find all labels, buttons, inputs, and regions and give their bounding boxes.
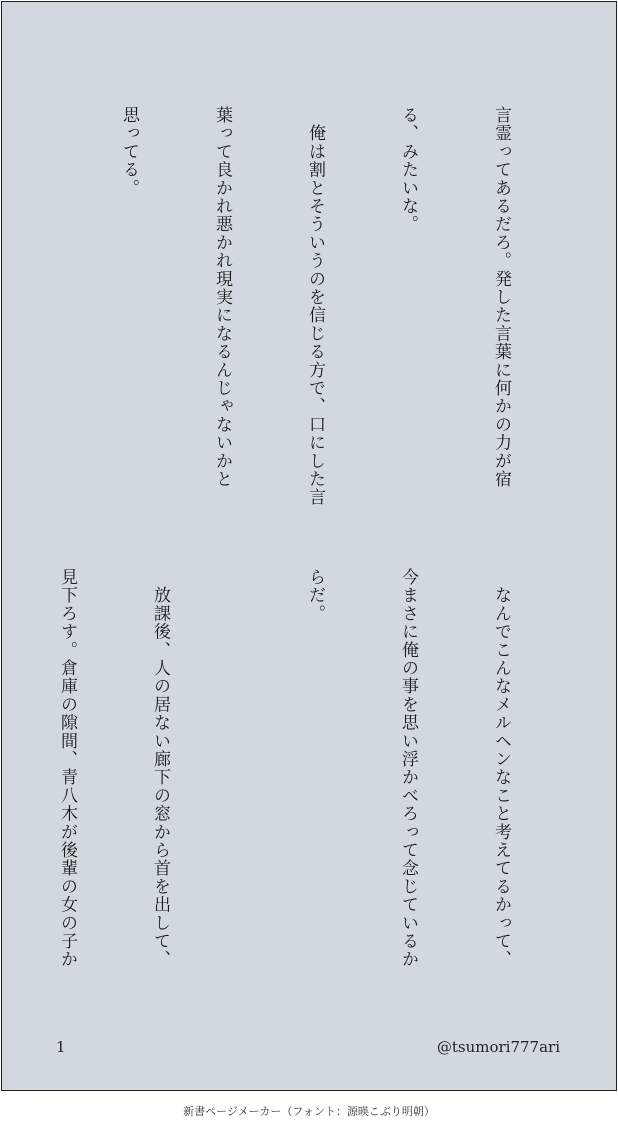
page-number: 1 xyxy=(56,1038,66,1056)
novel-page xyxy=(1,1,617,1091)
author-handle: @tsumori777ari xyxy=(436,1038,560,1056)
text-line: 思ってる。 xyxy=(119,106,139,197)
text-line: 葉って良かれ悪かれ現実になるんじゃないかと xyxy=(212,106,232,489)
text-line: 放課後、人の居ない廊下の窓から首を出して、 xyxy=(150,568,170,969)
text-line: なんでこんなメルヘンなこと考えてるかって、 xyxy=(491,568,511,969)
footer-credit: 新書ページメーカー（フォント：源暎こぶり明朝） xyxy=(183,1105,435,1118)
text-line: 俺は割とそういうのを信じる方で、口にした言 xyxy=(305,106,325,507)
text-block-bottom xyxy=(0,568,578,1008)
text-block-top xyxy=(0,106,578,536)
text-line: らだ。 xyxy=(305,568,325,623)
text-line: 見下ろす。倉庫の隙間、青八木が後輩の女の子か xyxy=(57,568,77,969)
text-line: 今まさに俺の事を思い浮かべろって念じているか xyxy=(398,568,418,969)
text-line: る、みたいな。 xyxy=(398,106,418,234)
text-line: 言霊ってあるだろ。発した言葉に何かの力が宿 xyxy=(491,106,511,489)
